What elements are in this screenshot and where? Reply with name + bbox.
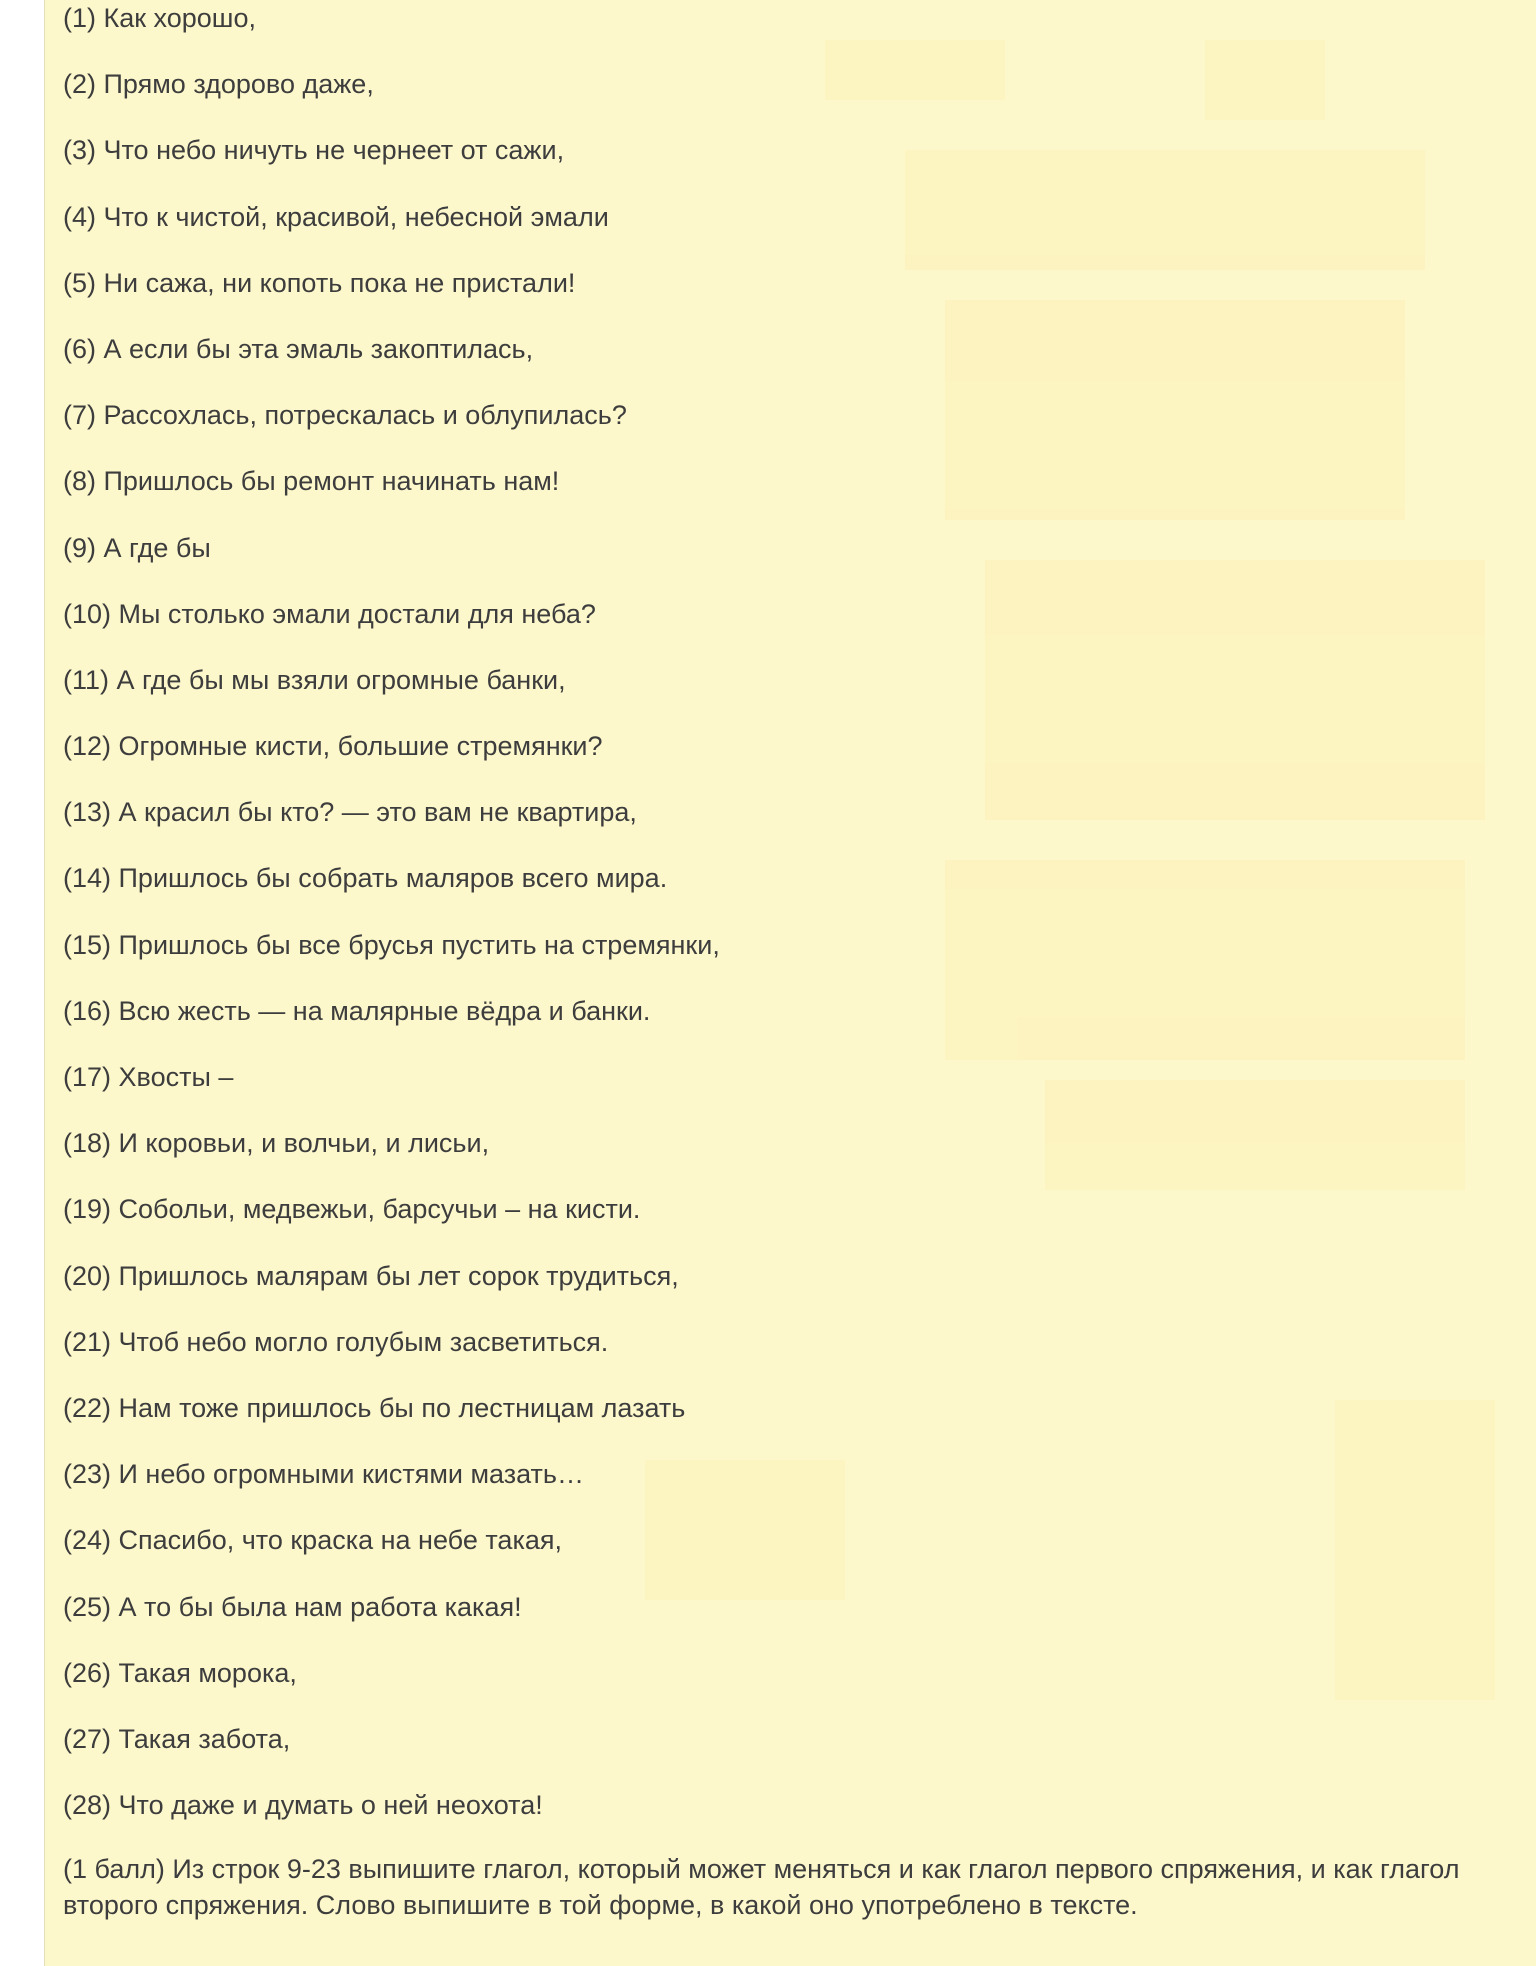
poem-line: (11) А где бы мы взяли огромные банки,	[63, 664, 566, 695]
poem-line: (20) Пришлось малярам бы лет сорок трудиться,	[63, 1260, 679, 1291]
poem-line: (26) Такая морока,	[63, 1657, 297, 1688]
poem	[63, 0, 1516, 1853]
poem-line: (4) Что к чистой, красивой, небесной эмали	[63, 201, 609, 232]
poem-line: (10) Мы столько эмали достали для неба?	[63, 598, 596, 629]
poem-line: (14) Пришлось бы собрать маляров всего мира.	[63, 863, 668, 894]
content	[63, 0, 1516, 1920]
poem-line: (2) Прямо здорово даже,	[63, 69, 374, 100]
poem-line: (15) Пришлось бы все брусья пустить на стремянки,	[63, 929, 720, 960]
poem-line: (16) Всю жесть — на малярные вёдра и банки.	[63, 995, 651, 1026]
poem-line: (24) Спасибо, что краска на небе такая,	[63, 1525, 562, 1556]
poem-line: (6) А если бы эта эмаль закоптилась,	[63, 333, 534, 364]
poem-line: (17) Хвосты –	[63, 1062, 234, 1092]
task-question: (1 балл) Из строк 9-23 выпишите глагол, который может меняться и как глагол первого спряжения, и как глагол второго спряжения. Слово выпишите в той форме, в какой оно употреблено в тексте.	[63, 1854, 1460, 1920]
poem-line: (27) Такая забота,	[63, 1723, 291, 1754]
poem-line: (7) Рассохлась, потрескалась и облупилась?	[63, 400, 627, 431]
poem-line: (5) Ни сажа, ни копоть пока не пристали!	[63, 267, 576, 298]
poem-line: (13) А красил бы кто? — это вам не квартира,	[63, 797, 637, 828]
poem-line: (22) Нам тоже пришлось бы по лестницам лазать	[63, 1392, 686, 1423]
poem-line: (23) И небо огромными кистями мазать…	[63, 1459, 584, 1490]
poem-line: (18) И коровьи, и волчьи, и лисьи,	[63, 1128, 490, 1159]
poem-line: (8) Пришлось бы ремонт начинать нам!	[63, 466, 560, 497]
poem-line: (28) Что даже и думать о ней неохота!	[63, 1790, 543, 1821]
poem-line: (9) А где бы	[63, 532, 211, 563]
poem-line: (21) Чтоб небо могло голубым засветиться.	[63, 1326, 609, 1357]
poem-line: (19) Собольи, медвежьи, барсучьи – на кисти.	[63, 1194, 641, 1225]
task-panel	[44, 0, 1536, 1966]
poem-line: (12) Огромные кисти, большие стремянки?	[63, 731, 603, 762]
poem-line: (3) Что небо ничуть не чернеет от сажи,	[63, 135, 565, 166]
poem-line: (1) Как хорошо,	[63, 3, 256, 33]
poem-line: (25) А то бы была нам работа какая!	[63, 1591, 522, 1622]
